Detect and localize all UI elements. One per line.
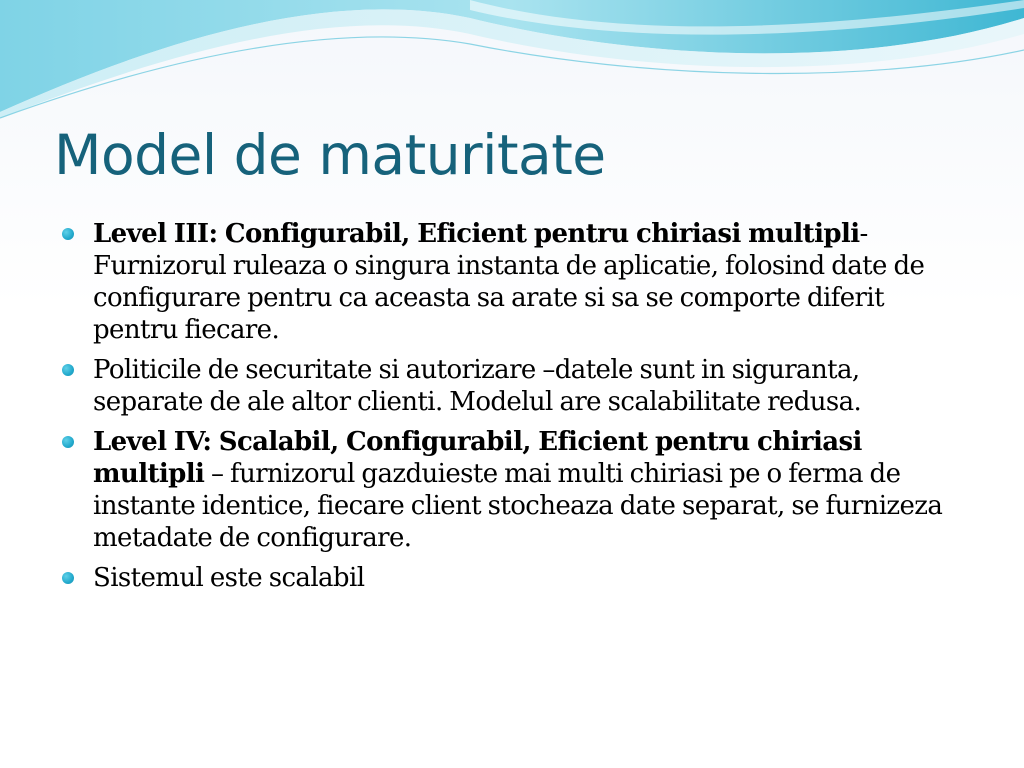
bullet-dot-icon [62,364,74,376]
bullet-text: Politicile de securitate si autorizare –datele sunt in siguranta, separate de ale altor clienti. Modelul are scalabilitate redusa. [93,355,862,417]
bullet-bold-label: Level III: Configurabil, Eficient pentru chiriasi multipli [93,219,860,249]
wave-header-decoration [0,0,1024,130]
bullet-text: – furnizorul gazduieste mai multi chiriasi pe o ferma de instante identice, fiecare client stocheaza date separat, se furnizeza metadate de configurare. [93,459,943,553]
bullet-item-2 [62,354,962,418]
bullet-bold-label: Level IV: Scalabil, Configurabil, Eficient pentru chiriasi multipli [93,427,862,489]
bullet-item-3 [62,426,962,554]
bullet-item-4 [62,562,962,594]
bullet-dot-icon [62,228,74,240]
bullet-text: Sistemul este scalabil [93,563,365,593]
bullet-dot-icon [62,572,74,584]
bullet-list [62,218,962,602]
bullet-item-1 [62,218,962,346]
bullet-dot-icon [62,436,74,448]
bullet-text: - Furnizorul ruleaza o singura instanta de aplicatie, folosind date de configurare pentru ca aceasta sa arate si sa se comporte diferit pentru fiecare. [93,219,925,345]
slide-title: Model de maturitate [54,123,606,187]
